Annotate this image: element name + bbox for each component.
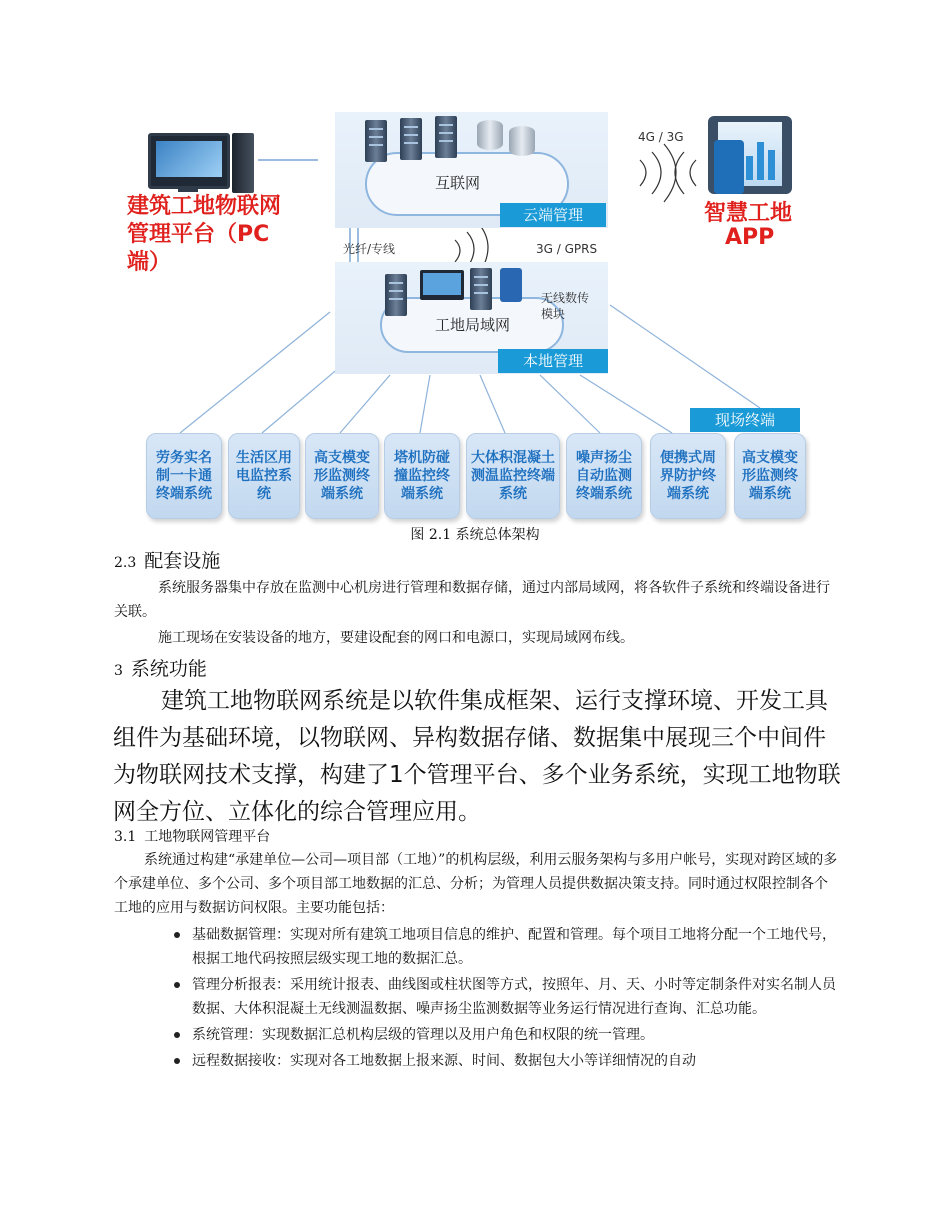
wireless-module-icon [500, 268, 522, 302]
bullet-icon [174, 982, 180, 988]
server-icon [470, 268, 492, 310]
list-item [170, 1023, 840, 1047]
app-label-line2: APP [725, 225, 775, 250]
server-icon [400, 118, 422, 160]
module-label: 塔机防碰撞监控终端系统 [394, 450, 450, 502]
link-3g-gprs-label: 3G / GPRS [536, 242, 598, 256]
phone-icon [714, 140, 744, 194]
module-card [650, 433, 726, 519]
module-card [384, 433, 460, 519]
paragraph: 系统通过构建“承建单位—公司—项目部（工地）”的机构层级，利用云服务架构与多用户帐号，实现对跨区域的多个承建单位、多个公司、多个项目部工地数据的汇总、分析；为管理人员提供数据决策支持。同时通过权限控制各个工地的应用与数据访问权限。主要功能包括： [114, 852, 838, 916]
local-mgmt-tag: 本地管理 [498, 349, 608, 373]
wireless-module-label: 无线数传模块 [541, 291, 590, 321]
module-label: 大体积混凝土测温监控终端系统 [471, 450, 555, 502]
paragraph: 施工现场在安装设备的地方，要建设配套的网口和电源口，实现局域网布线。 [158, 630, 634, 646]
section-heading [114, 654, 207, 681]
module-card [466, 433, 560, 519]
section-title: 配套设施 [144, 550, 221, 572]
field-terminal-tag: 现场终端 [690, 408, 800, 432]
server-icon [385, 274, 407, 316]
module-card [734, 433, 806, 519]
subsection-number: 3.1 [114, 829, 137, 845]
section-title: 系统功能 [130, 658, 207, 680]
database-icon [509, 126, 535, 156]
server-icon [365, 120, 387, 162]
module-card [146, 433, 222, 519]
link-fiber-label: 光纤/专线 [343, 242, 396, 256]
section-number: 3 [114, 663, 123, 679]
paragraph: 系统服务器集中存放在监测中心机房进行管理和数据存储，通过内部局域网，将各软件子系统和终端设备进行关联。 [114, 580, 830, 620]
list-item [170, 1049, 840, 1073]
bullet-icon [174, 1032, 180, 1038]
architecture-diagram [0, 0, 950, 545]
monitor-icon [420, 270, 464, 300]
bullet-icon [174, 1058, 180, 1064]
lan-label: 工地局域网 [435, 316, 511, 334]
figure-caption: 图 2.1 系统总体架构 [410, 527, 540, 543]
bullet-icon [174, 932, 180, 938]
section-number: 2.3 [114, 555, 137, 571]
list-item-text: 管理分析报表：采用统计报表、曲线图或柱状图等方式，按照年、月、天、小时等定制条件对实名制人员数据、大体积混凝土无线测温数据、噪声扬尘监测数据等业务运行情况进行查询、汇总功能。 [192, 977, 836, 1017]
module-label: 高支模变形监测终端系统 [742, 450, 798, 502]
pc-platform-label: 建筑工地物联网管理平台（PC端） [127, 194, 282, 275]
module-card [305, 433, 379, 519]
section-heading [114, 546, 220, 573]
intro-paragraph: 建筑工地物联网系统是以软件集成框架、运行支撑环境、开发工具组件为基础环境，以物联网、异构数据存储、数据集中展现三个中间件为物联网技术支撑，构建了1个管理平台、多个业务系统，实现工地物联网全方位、立体化的综合管理应用。 [113, 688, 841, 825]
link-4g3g-label: 4G / 3G [638, 130, 684, 144]
internet-label: 互联网 [435, 174, 481, 192]
module-label: 噪声扬尘自动监测终端系统 [576, 450, 632, 502]
list-item [170, 973, 840, 1021]
list-item-text: 基础数据管理：实现对所有建筑工地项目信息的维护、配置和管理。每个项目工地将分配一个工地代号，根据工地代码按照层级实现工地的数据汇总。 [192, 927, 836, 967]
subsection-heading [114, 826, 270, 846]
app-label-line1: 智慧工地 [704, 201, 793, 226]
list-item-text: 系统管理：实现数据汇总机构层级的管理以及用户角色和权限的统一管理。 [192, 1027, 654, 1043]
cloud-mgmt-tag: 云端管理 [500, 203, 606, 227]
database-icon [477, 120, 503, 150]
desktop-computer-icon [148, 133, 256, 195]
feature-list [170, 923, 840, 1075]
server-icon [435, 116, 457, 158]
list-item [170, 923, 840, 971]
module-label: 劳务实名制一卡通终端系统 [156, 450, 212, 502]
module-card [228, 433, 300, 519]
module-label: 便携式周界防护终端系统 [660, 450, 716, 502]
subsection-title: 工地物联网管理平台 [144, 829, 271, 845]
module-card [566, 433, 642, 519]
list-item-text: 远程数据接收：实现对各工地数据上报来源、时间、数据包大小等详细情况的自动 [192, 1053, 696, 1069]
module-label: 高支模变形监测终端系统 [314, 450, 370, 502]
module-label: 生活区用电监控系统 [236, 450, 292, 502]
